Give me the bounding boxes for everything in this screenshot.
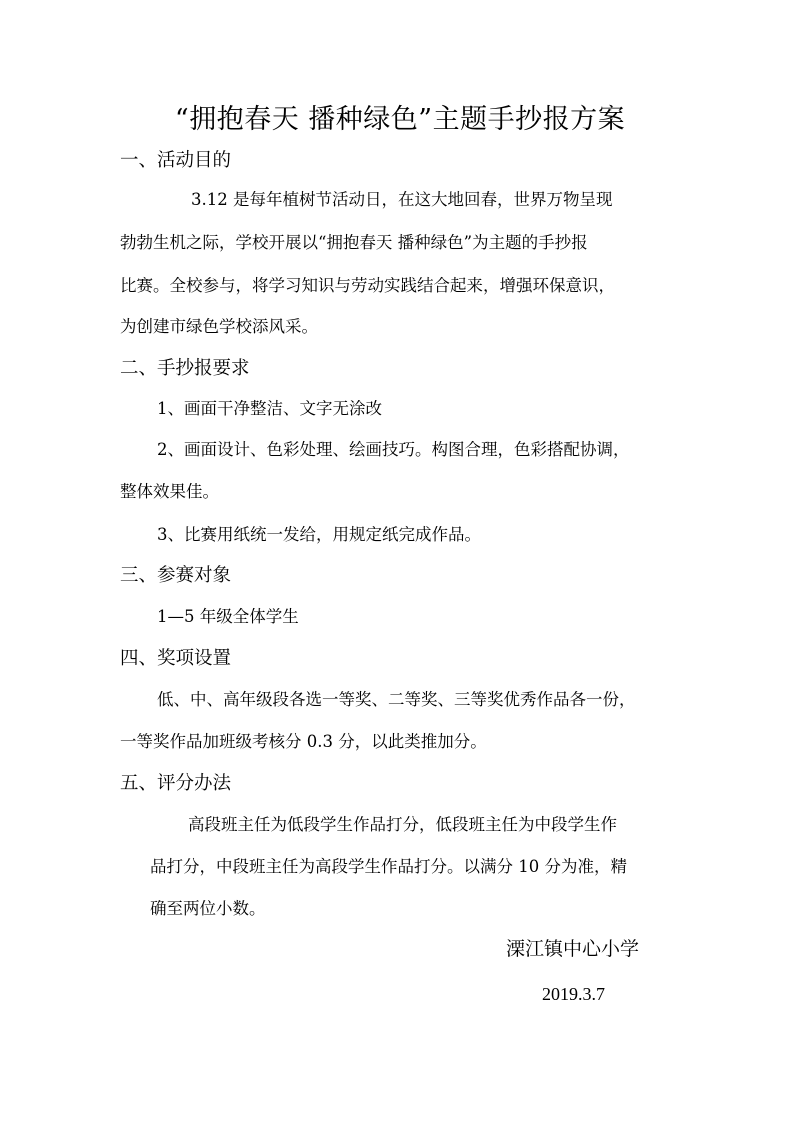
purpose-line: 3.12 是每年植树节活动日，在这大地回春，世界万物呈现 (191, 190, 613, 209)
requirement-line: 2、画面设计、色彩处理、绘画技巧。构图合理，色彩搭配协调， (157, 440, 630, 459)
section-heading-scoring: 五、评分办法 (120, 773, 232, 794)
scoring-line: 确至两位小数。 (150, 899, 266, 918)
issuer-signature: 溧江镇中心小学 (506, 938, 640, 960)
awards-line: 一等奖作品加班级考核分 0.3 分，以此类推加分。 (120, 732, 487, 751)
awards-line: 低、中、高年级段各选一等奖、二等奖、三等奖优秀作品各一份， (157, 690, 636, 709)
section-heading-purpose: 一、活动目的 (120, 150, 232, 171)
section-heading-participants: 三、参赛对象 (120, 565, 232, 586)
page-title: “拥抱春天 播种绿色”主题手抄报方案 (174, 104, 626, 135)
requirement-line: 3、比赛用纸统一发给，用规定纸完成作品。 (157, 525, 481, 544)
requirement-line: 1、画面干净整洁、文字无涂改 (157, 399, 382, 418)
scoring-line: 品打分，中段班主任为高段学生作品打分。以满分 10 分为准，精 (150, 857, 627, 876)
purpose-line: 比赛。全校参与，将学习知识与劳动实践结合起来，增强环保意识， (120, 276, 615, 295)
section-heading-awards: 四、奖项设置 (120, 648, 232, 669)
document-date: 2019.3.7 (542, 984, 605, 1004)
participants-line: 1—5 年级全体学生 (157, 607, 299, 626)
purpose-line: 为创建市绿色学校添风采。 (120, 317, 318, 336)
section-heading-requirements: 二、手抄报要求 (120, 358, 250, 379)
scoring-line: 高段班主任为低段学生作品打分，低段班主任为中段学生作 (188, 815, 617, 834)
requirement-line: 整体效果佳。 (120, 482, 219, 501)
purpose-line: 勃勃生机之际，学校开展以“拥抱春天 播种绿色”为主题的手抄报 (120, 233, 588, 252)
